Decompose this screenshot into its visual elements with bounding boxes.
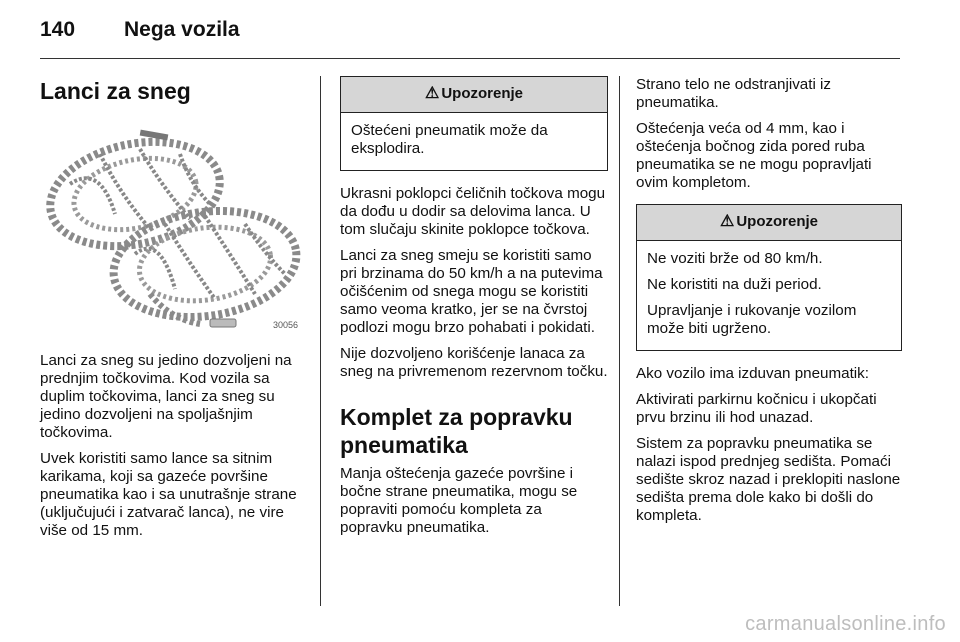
warning-line: Ne voziti brže od 80 km/h. — [647, 250, 823, 267]
warning-header — [341, 77, 607, 113]
warning-title: Upozorenje — [736, 213, 819, 230]
paragraph: Nije dozvoljeno korišćenje lanaca za sneg na privremenom rezervnom točku. — [340, 345, 608, 380]
watermark: carmanualsonline.info — [745, 613, 946, 635]
column-1 — [40, 76, 308, 548]
warning-line: Ne koristiti na duži period. — [647, 276, 822, 293]
paragraph: Aktivirati parkirnu kočnicu i ukopčati prvu brzinu ili hod unazad. — [636, 391, 877, 426]
warning-text: Oštećeni pneumatik može da eksplodira. — [351, 122, 548, 157]
paragraph: Sistem za popravku pneumatika se nalazi ispod prednjeg sedišta. Pomaći sedište skroz nazad i preklopiti naslone sedišta prema dole kako bi došli do kompleta. — [636, 435, 901, 524]
column-divider — [320, 76, 321, 606]
snow-chains-illustration — [40, 124, 304, 338]
warning-triangle-icon: ⚠ — [424, 85, 440, 102]
warning-title: Upozorenje — [441, 85, 524, 102]
paragraph: Strano telo ne odstranjivati iz pneumatika. — [636, 76, 832, 111]
warning-box — [636, 204, 902, 351]
warning-line: Upravljanje i rukovanje vozilom može biti ugrženo. — [647, 302, 857, 337]
column-3 — [636, 76, 902, 533]
section-title-snow-chains: Lanci za sneg — [40, 78, 191, 104]
paragraph: Lanci za sneg smeju se koristiti samo pri brzinama do 50 km/h a na putevima očišćenim od snega mogu se koristiti samo veoma kratko, jer se na čvrstoj podlozi mogu brzo pohabati i pokidati. — [340, 247, 603, 336]
paragraph: Manja oštećenja gazeće površine i bočne strane pneumatika, mogu se popraviti pomoću kompleta za popravku pneumatika. — [340, 465, 578, 536]
header-rule — [40, 58, 900, 59]
warning-header — [637, 205, 901, 241]
paragraph: Uvek koristiti samo lance sa sitnim karikama, koji sa gazeće površine pneumatika kao i sa unutrašnje strane (uključujući i zatvarač lanca), ne vire više od 15 mm. — [40, 450, 297, 539]
warning-triangle-icon: ⚠ — [719, 213, 735, 230]
chapter-title: Nega vozila — [124, 18, 240, 41]
paragraph: Ako vozilo ima izduvan pneumatik: — [636, 365, 869, 382]
section-title-repair-kit: Komplet za popravku pneumatika — [340, 404, 573, 458]
warning-body — [341, 113, 607, 170]
paragraph: Oštećenja veća od 4 mm, kao i oštećenja bočnog zida pored ruba pneumatika se ne mogu popravljati ovim kompletom. — [636, 120, 872, 191]
figure-number: 30056 — [272, 320, 298, 330]
paragraph: Ukrasni poklopci čeličnih točkova mogu da dođu u dodir sa delovima lanca. U tom slučaju skinite poklopce točkova. — [340, 185, 606, 238]
snow-chain-drawing — [40, 124, 304, 338]
paragraph: Lanci za sneg su jedino dozvoljeni na prednjim točkovima. Kod vozila sa duplim točkovima, lanci za sneg su jedino dozvoljeni na spoljašnjim točkovima. — [40, 352, 292, 441]
column-2 — [340, 76, 608, 545]
page-number: 140 — [40, 18, 76, 41]
column-divider — [619, 76, 620, 606]
warning-box — [340, 76, 608, 171]
warning-body — [637, 241, 901, 350]
